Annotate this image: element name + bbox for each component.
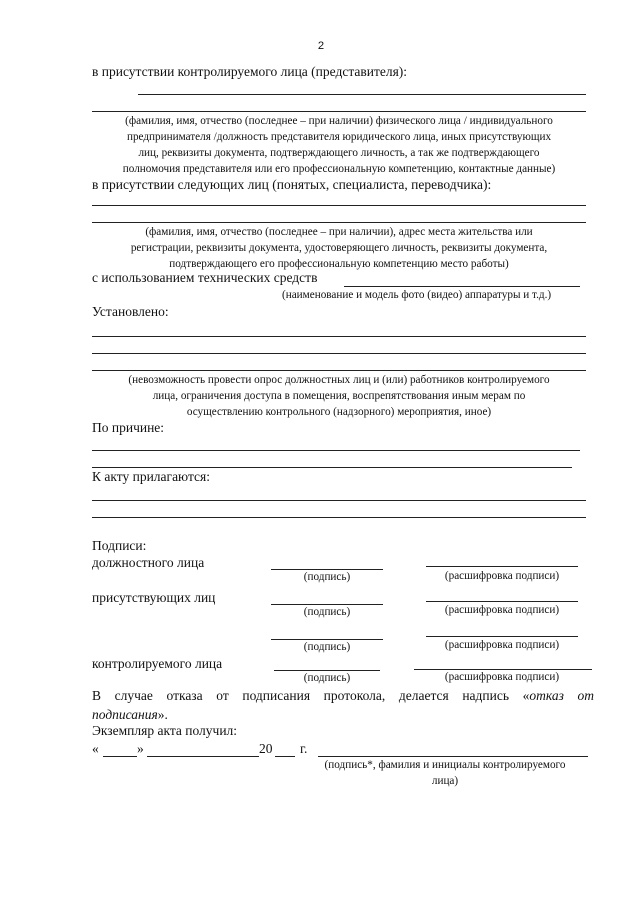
refusal-note: В случае отказа от подписания протокола, делается надпись «отказ от подписания». [92, 688, 594, 722]
year-prefix: 20 [259, 741, 273, 756]
established-note: (невозможность провести опрос должностных лиц и (или) работников контролируемого лица, ограничения доступа в помещения, воспрепятствования иным мерам по осуществлению контрольного (надзорного) мероприятия, иное) [128, 374, 550, 418]
controlled-decoding-line[interactable] [414, 669, 592, 670]
controlled-signature-caption: (подпись) [303, 672, 351, 684]
reason-line-1[interactable] [92, 450, 580, 451]
copy-received-heading: Экземпляр акта получил: [92, 723, 238, 738]
present-decoding-caption-1: (расшифровка подписи) [444, 604, 560, 616]
established-line-2[interactable] [92, 353, 586, 354]
quote-open: « [92, 741, 99, 756]
controlled-person-note: (фамилия, имя, отчество (последнее – при наличии) физического лица / индивидуального предпринимателя /должность представителя юридического лица, иных присутствующих лиц, реквизиты документа, подтверждающего личность, а так же подтверждающего полномочия представителя или его профессиональную компетенцию, контактные данные) [122, 115, 556, 175]
persons-note: (фамилия, имя, отчество (последнее – при наличии), адрес места жительства или регистрации, реквизиты документа, удостоверяющего личность, реквизиты документа, подтверждающего его профессиональную компетенцию место работы) [130, 226, 548, 270]
attached-line-1[interactable] [92, 500, 586, 501]
receiver-note: (подпись*, фамилия и инициалы контролируемого лица) [324, 759, 566, 787]
controlled-person-heading: в присутствии контролируемого лица (представителя): [92, 64, 408, 79]
year-suffix: г. [300, 741, 308, 756]
present-decoding-line-1[interactable] [426, 601, 578, 602]
controlled-person-line-1[interactable] [138, 94, 586, 95]
reason-heading: По причине: [92, 420, 165, 435]
signatures-heading: Подписи: [92, 538, 147, 553]
established-line-1[interactable] [92, 336, 586, 337]
present-decoding-line-2[interactable] [426, 636, 578, 637]
tech-means-label: с использованием технических средств [92, 270, 318, 285]
month-line[interactable] [147, 756, 259, 757]
official-signature-line[interactable] [271, 569, 383, 570]
day-line[interactable] [103, 756, 137, 757]
established-line-3[interactable] [92, 370, 586, 371]
controlled-person-line-2[interactable] [92, 111, 586, 112]
page-number: 2 [317, 40, 325, 52]
persons-line-1[interactable] [92, 205, 586, 206]
present-decoding-caption-2: (расшифровка подписи) [444, 639, 560, 651]
quote-close: » [137, 741, 144, 756]
reason-line-2[interactable] [92, 467, 572, 468]
present-signature-line-2[interactable] [271, 639, 383, 640]
controlled-label: контролируемого лица [92, 656, 223, 671]
year-line[interactable] [275, 756, 295, 757]
official-decoding-line[interactable] [426, 566, 578, 567]
controlled-decoding-caption: (расшифровка подписи) [444, 671, 560, 683]
tech-means-note: (наименование и модель фото (видео) аппаратуры и т.д.) [282, 289, 552, 301]
official-signature-caption: (подпись) [303, 571, 351, 583]
official-decoding-caption: (расшифровка подписи) [444, 570, 560, 582]
present-signature-caption-2: (подпись) [303, 641, 351, 653]
present-signature-caption-1: (подпись) [303, 606, 351, 618]
persons-line-2[interactable] [92, 222, 586, 223]
persons-heading: в присутствии следующих лиц (понятых, специалиста, переводчика): [92, 177, 492, 192]
present-label: присутствующих лиц [92, 590, 216, 605]
attached-line-2[interactable] [92, 517, 586, 518]
established-heading: Установлено: [92, 304, 169, 319]
controlled-signature-line[interactable] [274, 670, 380, 671]
tech-means-line[interactable] [344, 286, 580, 287]
official-label: должностного лица [92, 555, 205, 570]
attached-heading: К акту прилагаются: [92, 469, 210, 484]
present-signature-line-1[interactable] [271, 604, 383, 605]
